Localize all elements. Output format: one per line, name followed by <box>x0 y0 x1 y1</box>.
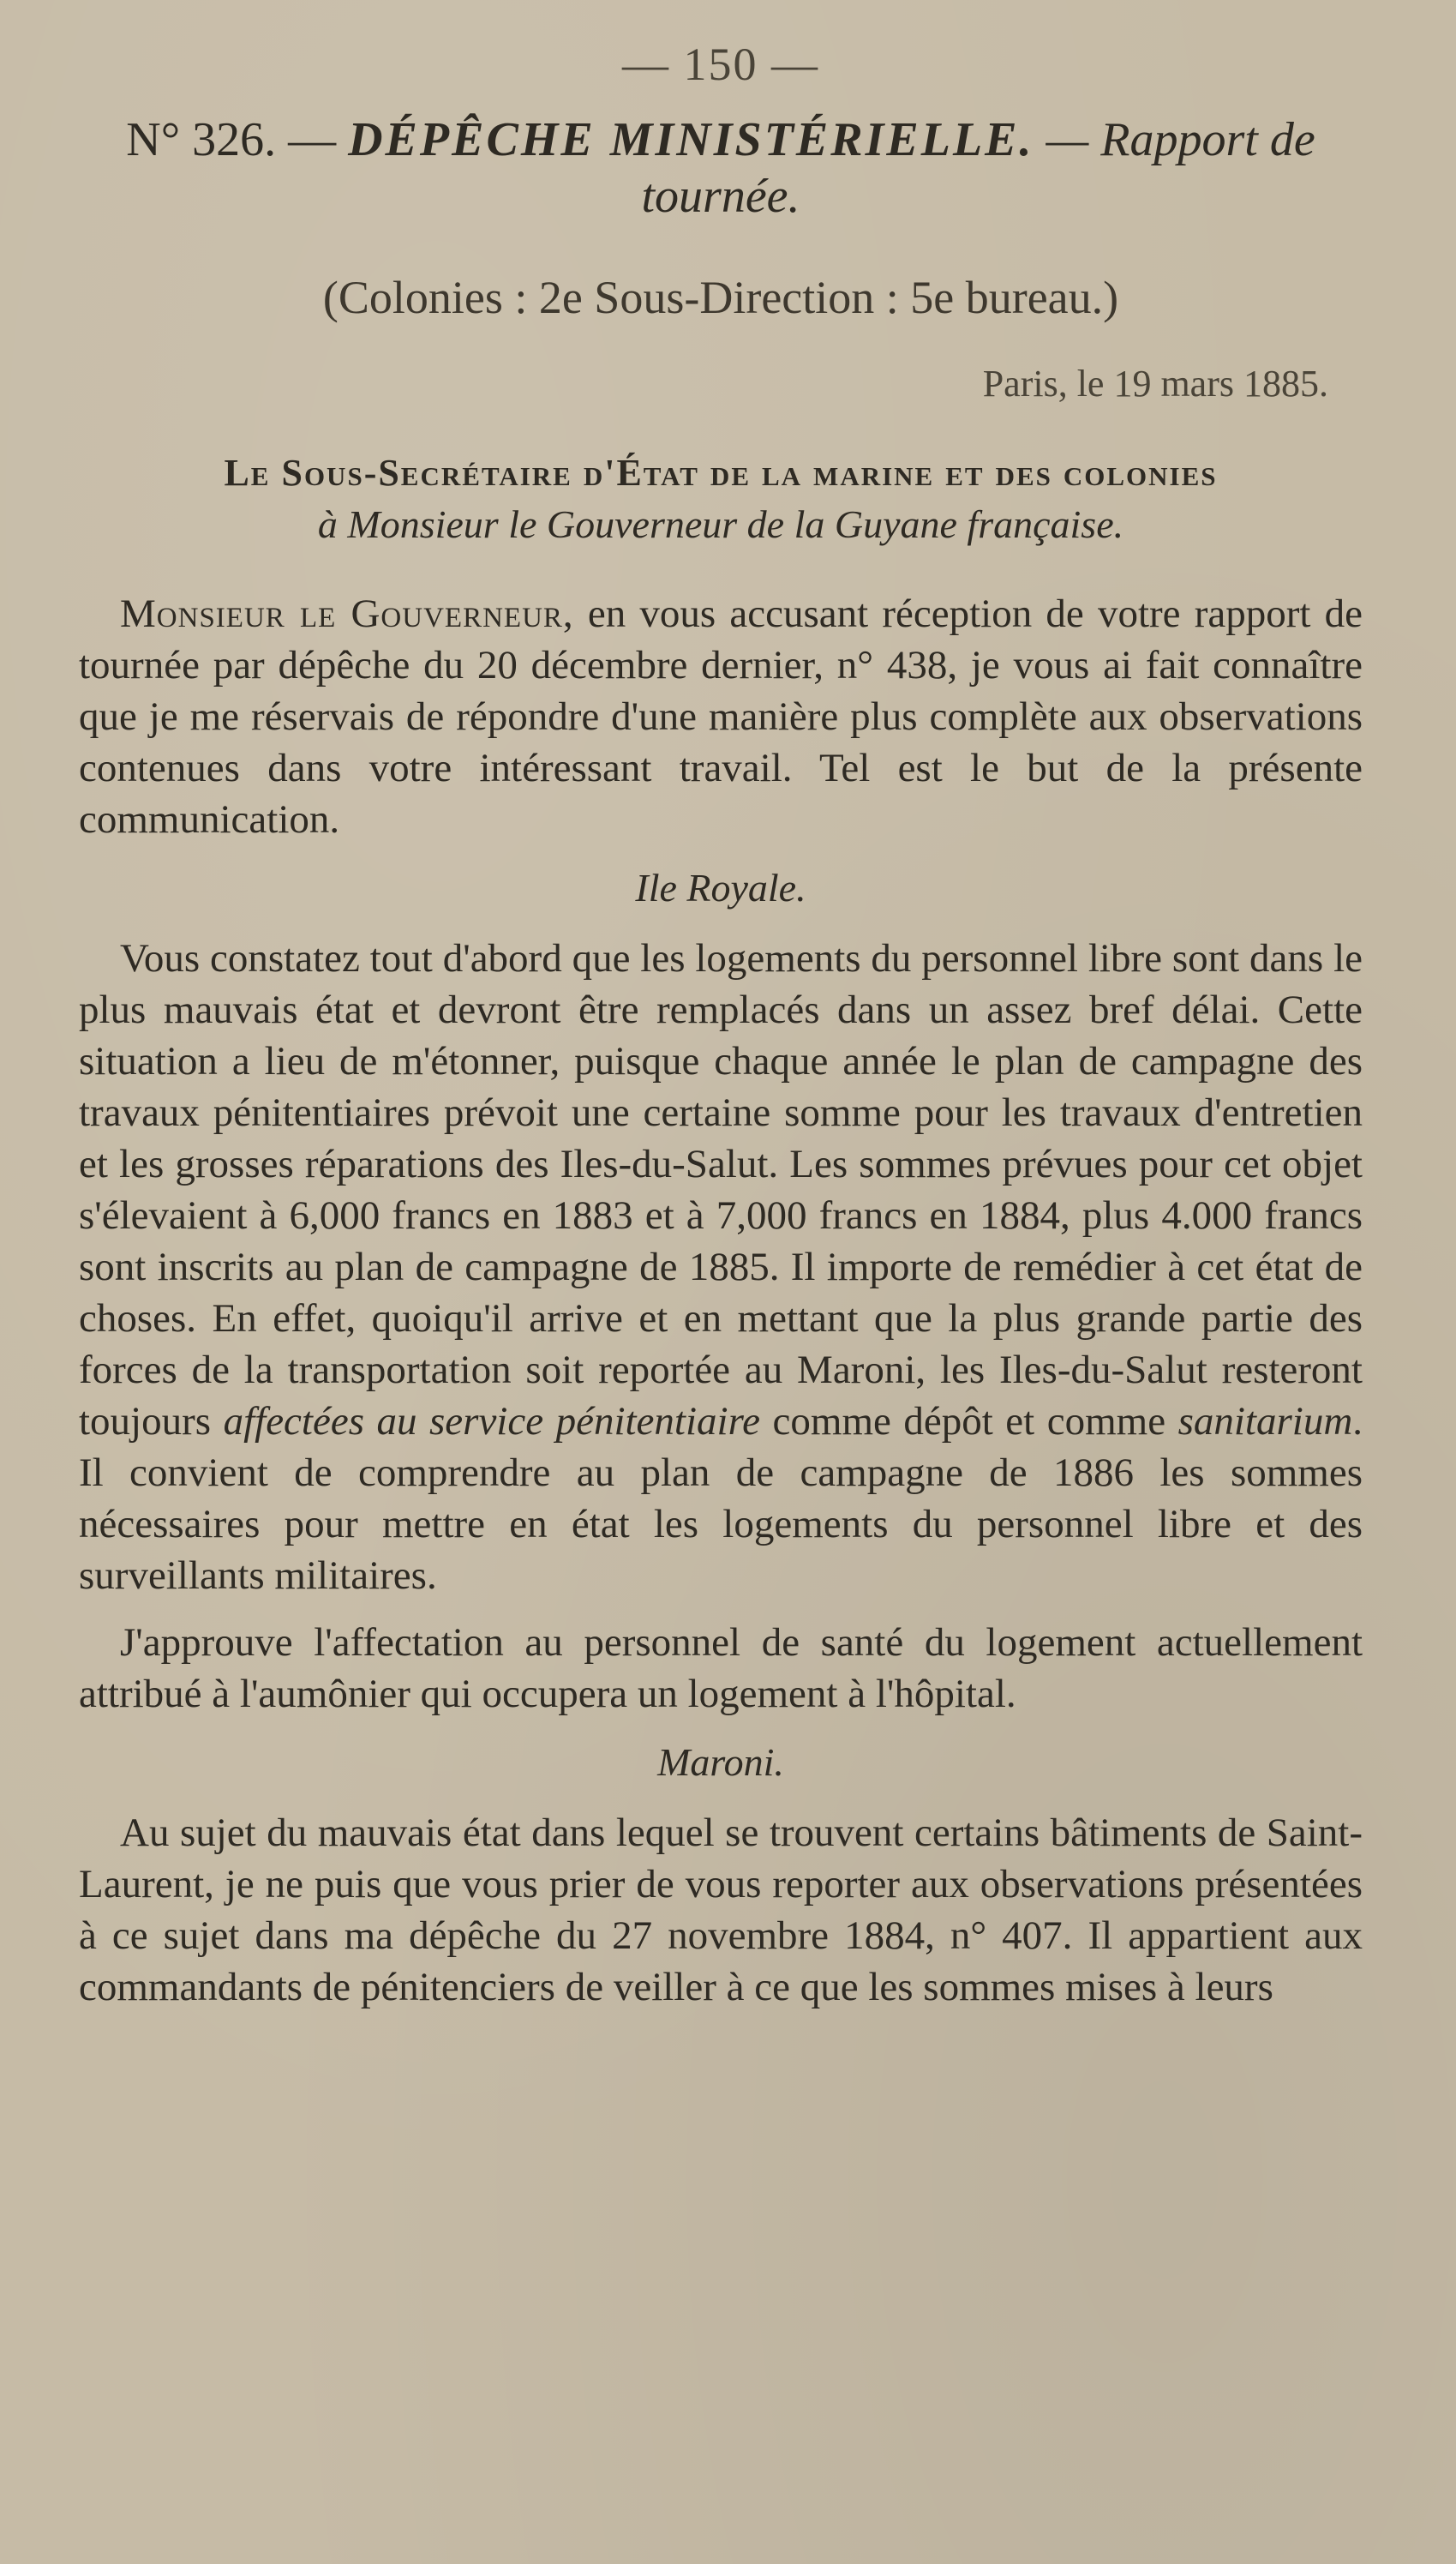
document-heading <box>79 111 1363 225</box>
ile-royale-italic-1: affectées au service pénitentiaire <box>223 1399 761 1444</box>
salutation: Monsieur le Gouverneur, <box>120 591 574 636</box>
dateline: Paris, le 19 mars 1885. <box>982 363 1328 405</box>
ile-royale-text-b: comme dépôt et comme <box>760 1399 1178 1444</box>
sender: Le Sous-Secrétaire d'État de la marine et des colonies <box>224 452 1218 494</box>
section-title-ile-royale: Ile Royale. <box>635 866 806 910</box>
page-number: — 150 — <box>622 39 819 90</box>
intro-text: en vous accusant réception de votre rapport de tournée par dépêche du 20 décembre dernier, n° 438, je vous ai fait connaître que je me réservais de répondre d'une manière plus complète aux observations contenues dans votre intéressant travail. Tel est le but de la présente communication. <box>79 591 1363 842</box>
maroni-paragraph-1: Au sujet du mauvais état dans lequel se trouvent certains bâtiments de Saint-Laurent, je ne puis que vous prier de vous reporter aux observations présentées à ce sujet dans ma dépêche du 27 novembre 1884, n° 407. Il appartient aux commandants de pénitenciers de veiller à ce que les sommes mises à leurs <box>79 1810 1363 2009</box>
origin-line: (Colonies : 2e Sous-Direction : 5e bureau.) <box>322 272 1119 323</box>
document-subtitle: — Rapport de tournée. <box>641 113 1315 223</box>
recipient: à Monsieur le Gouverneur de la Guyane française. <box>317 502 1124 546</box>
section-title-maroni: Maroni. <box>657 1740 784 1784</box>
address-block <box>79 447 1363 550</box>
intro-paragraph <box>79 588 1363 845</box>
ile-royale-paragraph-1 <box>79 933 1363 1601</box>
ile-royale-italic-2: sanitarium <box>1177 1399 1353 1444</box>
ile-royale-text-c: . Il convient de comprendre au plan de campagne de 1886 les sommes nécessaires pour mettre en état les logements du personnel libre et des surveillants militaires. <box>79 1399 1363 1598</box>
ile-royale-paragraph-2: J'approuve l'affectation au personnel de santé du logement actuellement attribué à l'aumônier qui occupera un logement à l'hôpital. <box>79 1620 1363 1716</box>
document-title: DÉPÊCHE MINISTÉRIELLE. <box>348 113 1034 166</box>
ile-royale-text-a: Vous constatez tout d'abord que les logements du personnel libre sont dans le plus mauvais état et devront être remplacés dans un assez bref délai. Cette situation a lieu de m'étonner, puisque chaque année le plan de campagne des travaux pénitentiaires prévoit une certaine somme pour les travaux d'entretien et les grosses réparations des Iles-du-Salut. Les sommes prévues pour cet objet s'élevaient à 6,000 francs en 1883 et à 7,000 francs en 1884, plus 4.000 francs sont inscrits au plan de campagne de 1885. Il importe de remédier à cet état de choses. En effet, quoiqu'il arrive et en mettant que la plus grande partie des forces de la transportation soit reportée au Maroni, les Iles-du-Salut resteront toujours <box>79 936 1363 1444</box>
document-body <box>79 34 1363 2028</box>
document-number: N° 326. — <box>126 113 337 166</box>
